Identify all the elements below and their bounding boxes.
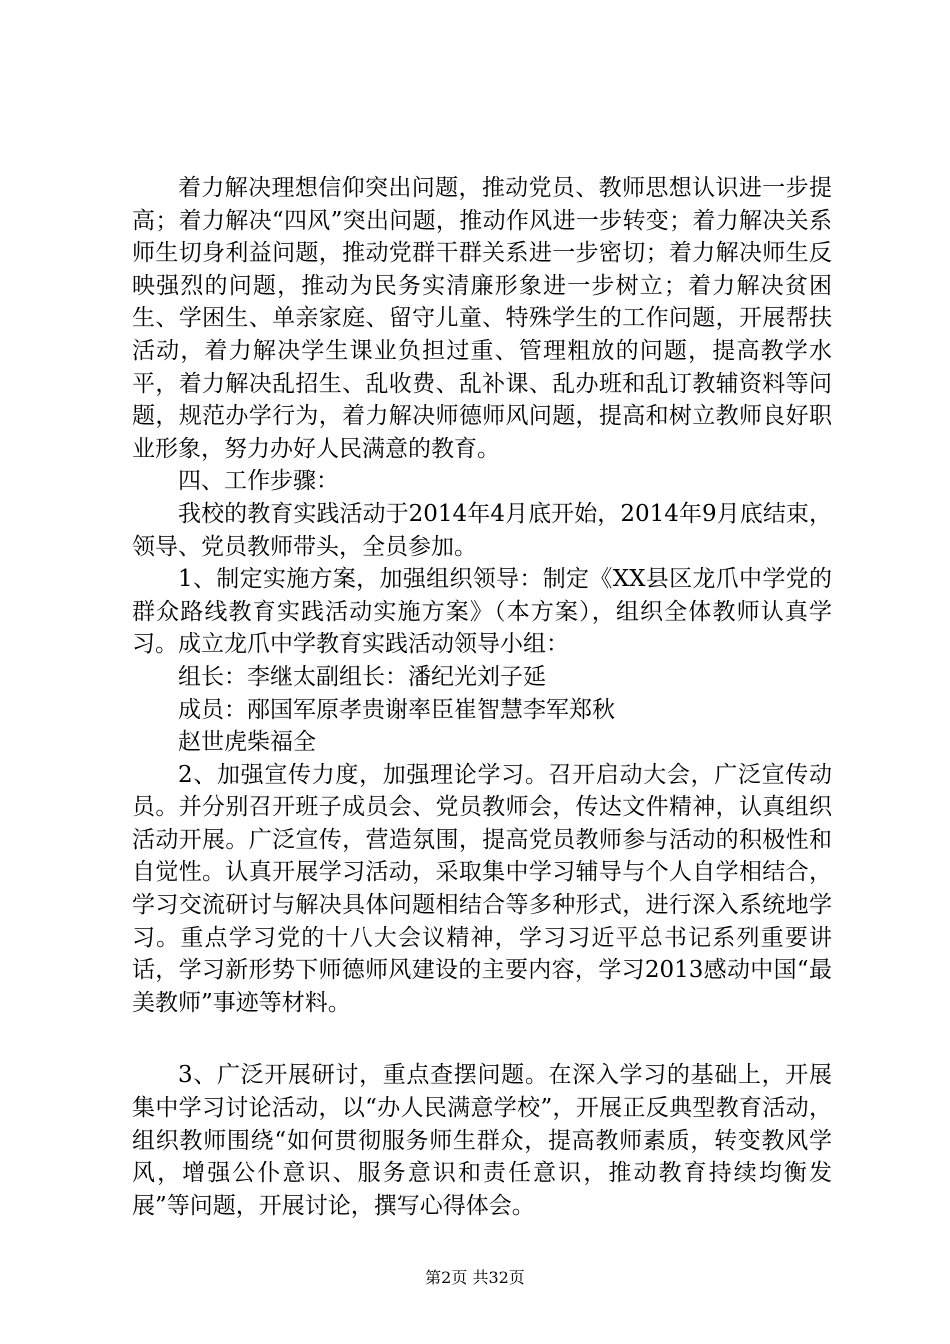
paragraph-schedule: 我校的教育实践活动于2014年4月底开始，2014年9月底结束，领导、党员教师带头，全员参加。 [132, 500, 832, 560]
page-number-footer: 第2页 共32页 [425, 1268, 525, 1287]
paragraph-step-3: 3、广泛开展研讨，重点查摆问题。在深入学习的基础上，开展集中学习讨论活动，以“办人民满意学校”，开展正反典型教育活动，组织教师围绕“如何贯彻服务师生群众，提高教师素质，转变教风学风，增强公仆意识、服务意识和责任意识，推动教育持续均衡发展”等问题，开展讨论，撰写心得体会。 [132, 1062, 832, 1219]
document-body [132, 172, 832, 1222]
paragraph-goals: 着力解决理想信仰突出问题，推动党员、教师思想认识进一步提高；着力解决“四风”突出问题，推动作风进一步转变；着力解决关系师生切身利益问题，推动党群干群关系进一步密切；着力解决师生反映强烈的问题，推动为民务实清廉形象进一步树立；着力解决贫困生、学困生、单亲家庭、留守儿童、特殊学生的工作问题，开展帮扶活动，着力解决学生课业负担过重、管理粗放的问题，提高教学水平，着力解决乱招生、乱收费、乱补课、乱办班和乱订教辅资料等问题，规范办学行为，着力解决师德师风问题，提高和树立教师良好职业形象，努力办好人民满意的教育。 [132, 175, 832, 462]
paragraph-group-members-cont: 赵世虎柴福全 [178, 729, 316, 756]
paragraph-group-leader: 组长：李继太副组长：潘纪光刘子延 [178, 663, 546, 690]
paragraph-step-2: 2、加强宣传力度，加强理论学习。召开启动大会，广泛宣传动员。并分别召开班子成员会、党员教师会，传达文件精神，认真组织活动开展。广泛宣传，营造氛围，提高党员教师参与活动的积极性和自觉性。认真开展学习活动，采取集中学习辅导与个人自学相结合，学习交流研讨与解决具体问题相结合等多种形式，进行深入系统地学习。重点学习党的十八大会议精神，学习习近平总书记系列重要讲话，学习新形势下师德师风建设的主要内容，学习2013感动中国“最美教师”事迹等材料。 [132, 761, 832, 1016]
paragraph-step-1: 1、制定实施方案，加强组织领导：制定《XX县区龙爪中学党的群众路线教育实践活动实施方案》（本方案），组织全体教师认真学习。成立龙爪中学教育实践活动领导小组： [132, 566, 832, 658]
paragraph-group-members: 成员：邴国军原孝贵谢率臣崔智慧李军郑秋 [178, 696, 615, 723]
section-heading-work-steps: 四、工作步骤： [178, 468, 339, 495]
